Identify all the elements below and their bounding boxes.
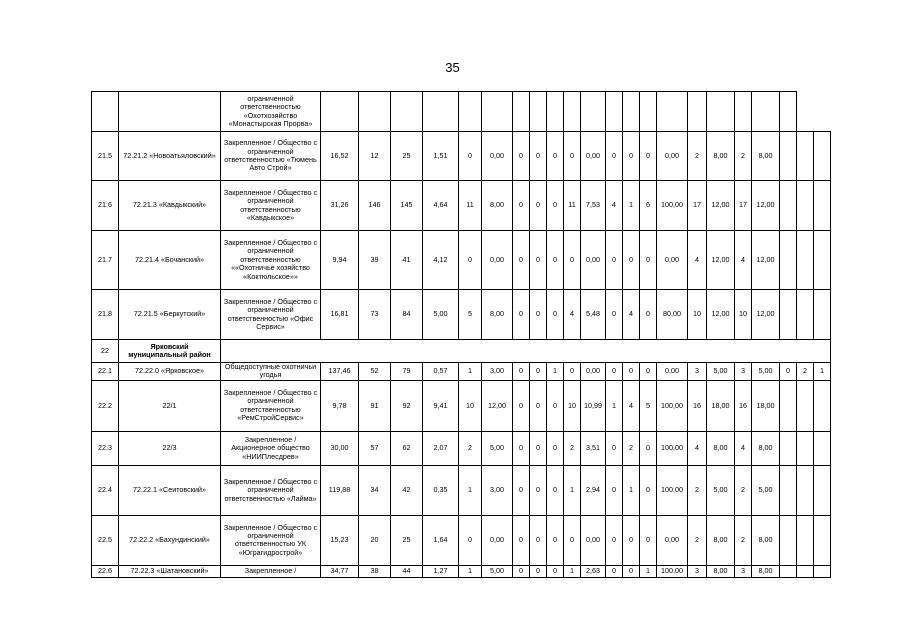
table-cell: 79	[391, 363, 423, 381]
table-cell: 12,00	[707, 231, 735, 290]
table-row	[92, 465, 831, 515]
table-cell: 3	[688, 565, 707, 577]
ground-name-cell: 72.21.2 «Новоатьяловский»	[119, 132, 221, 181]
table-cell: 0,00	[657, 132, 688, 181]
table-cell: 2	[459, 431, 482, 465]
table-cell: 0	[513, 465, 530, 515]
table-cell: 10	[459, 380, 482, 431]
table-cell: 2	[735, 465, 752, 515]
table-cell: 16	[688, 380, 707, 431]
table-cell: 5,00	[482, 431, 513, 465]
table-cell: 0	[530, 231, 547, 290]
table-cell	[623, 92, 640, 132]
category-owner-cell: Закрепленное / Общество с ограниченной ответственностью «РемСтройСервис»	[221, 380, 321, 431]
table-cell	[581, 92, 606, 132]
table-cell: 0,00	[482, 231, 513, 290]
ground-name-cell: 72.21.3 «Кавдыкский»	[119, 181, 221, 231]
table-cell: 3	[735, 363, 752, 381]
ground-name-cell: 72.22.2 «Бахундинский»	[119, 515, 221, 565]
table-row	[92, 231, 831, 290]
table-cell: 12,00	[707, 290, 735, 340]
row-number-cell: 22.1	[92, 363, 119, 381]
table-cell: 137,46	[321, 363, 359, 381]
table-cell	[640, 92, 657, 132]
table-cell: 0,00	[657, 363, 688, 381]
table-cell: 91	[359, 380, 391, 431]
table-cell: 146	[359, 181, 391, 231]
table-cell: 10,99	[581, 380, 606, 431]
row-number-cell: 21.6	[92, 181, 119, 231]
table-row	[92, 132, 831, 181]
table-body	[92, 92, 831, 578]
table-cell: 16	[735, 380, 752, 431]
table-cell	[814, 380, 831, 431]
ground-name-cell: 72.22.0 «Ярковское»	[119, 363, 221, 381]
category-owner-cell: Общедоступные охотничьи угодья	[221, 363, 321, 381]
table-cell: 0	[623, 515, 640, 565]
table-cell	[780, 431, 797, 465]
table-cell	[814, 431, 831, 465]
table-cell	[564, 92, 581, 132]
table-cell: 0	[606, 290, 623, 340]
table-cell: 25	[391, 515, 423, 565]
table-cell: 2	[735, 132, 752, 181]
table-cell: 4	[735, 231, 752, 290]
table-cell: 2	[564, 431, 581, 465]
table-cell: 8,00	[752, 431, 780, 465]
table-cell	[547, 92, 564, 132]
table-cell: 0	[606, 565, 623, 577]
table-cell: 8,00	[752, 565, 780, 577]
table-cell: 0	[513, 515, 530, 565]
table-cell: 0,00	[581, 132, 606, 181]
table-cell: 0	[606, 132, 623, 181]
table-cell: 9,41	[423, 380, 459, 431]
table-cell: 0	[640, 290, 657, 340]
row-number-cell	[92, 92, 119, 132]
table-cell: 8,00	[707, 565, 735, 577]
table-cell: 4	[564, 290, 581, 340]
table-cell	[797, 431, 814, 465]
table-cell: 2	[797, 363, 814, 381]
table-cell: 16,81	[321, 290, 359, 340]
table-cell: 41	[391, 231, 423, 290]
table-cell	[657, 92, 688, 132]
table-cell: 2,63	[581, 565, 606, 577]
table-cell: 0	[640, 363, 657, 381]
table-cell: 0	[513, 363, 530, 381]
table-cell: 0	[530, 290, 547, 340]
row-number-cell: 22.2	[92, 380, 119, 431]
table-cell: 9,78	[321, 380, 359, 431]
table-cell: 0	[530, 380, 547, 431]
row-number-cell: 22.5	[92, 515, 119, 565]
table-cell: 12,00	[752, 181, 780, 231]
hunting-grounds-table	[91, 91, 831, 578]
table-cell	[814, 132, 831, 181]
ground-name-cell: 72.22.3 «Шатановский»	[119, 565, 221, 577]
table-cell: 1,64	[423, 515, 459, 565]
table-cell: 0	[547, 181, 564, 231]
table-cell: 11	[564, 181, 581, 231]
table-cell: 8,00	[707, 515, 735, 565]
table-cell: 0	[459, 231, 482, 290]
row-number-cell: 21.5	[92, 132, 119, 181]
table-cell	[780, 92, 797, 132]
category-owner-cell: ограниченной ответственностью «Охотхозяйство «Монастырская Прорва»	[221, 92, 321, 132]
category-owner-cell: Закрепленное / Акционерное общество «НИИПлесдрев»	[221, 431, 321, 465]
table-cell: 4,64	[423, 181, 459, 231]
table-cell: 0	[513, 231, 530, 290]
table-cell: 3	[735, 565, 752, 577]
table-cell	[780, 181, 797, 231]
table-cell: 0	[530, 181, 547, 231]
table-cell	[513, 92, 530, 132]
table-cell: 5,00	[752, 363, 780, 381]
table-cell: 25	[391, 132, 423, 181]
table-cell: 1,51	[423, 132, 459, 181]
table-cell: 0	[564, 132, 581, 181]
table-cell: 4	[606, 181, 623, 231]
table-cell: 0	[564, 515, 581, 565]
table-cell: 17	[735, 181, 752, 231]
table-cell: 0	[606, 231, 623, 290]
table-cell: 0	[530, 465, 547, 515]
table-cell	[797, 380, 814, 431]
table-cell: 8,00	[707, 132, 735, 181]
table-cell: 0	[513, 132, 530, 181]
table-cell: 2,94	[581, 465, 606, 515]
table-cell: 42	[391, 465, 423, 515]
table-row	[92, 181, 831, 231]
table-cell: 92	[391, 380, 423, 431]
table-cell: 0,00	[657, 231, 688, 290]
category-owner-cell: Закрепленное / Общество с ограниченной ответственностью УК «Юграгидрострой»	[221, 515, 321, 565]
table-row	[92, 565, 831, 577]
table-cell	[688, 92, 707, 132]
table-cell: 4	[735, 431, 752, 465]
table-cell: 0	[513, 565, 530, 577]
table-cell	[780, 380, 797, 431]
table-cell	[530, 92, 547, 132]
table-cell: 3,51	[581, 431, 606, 465]
table-cell: 8,00	[752, 515, 780, 565]
ground-name-cell: 72.21.4 «Бочанский»	[119, 231, 221, 290]
table-cell: 10	[564, 380, 581, 431]
table-cell: 4	[623, 380, 640, 431]
section-row	[92, 340, 831, 363]
table-cell: 0	[547, 565, 564, 577]
table-cell	[606, 92, 623, 132]
table-cell: 0	[606, 465, 623, 515]
ground-name-cell: 22/3	[119, 431, 221, 465]
table-cell: 12	[359, 132, 391, 181]
table-cell: 0	[547, 431, 564, 465]
table-cell: 1	[547, 363, 564, 381]
table-cell: 0	[547, 231, 564, 290]
table-cell	[797, 290, 814, 340]
table-cell	[780, 231, 797, 290]
table-cell: 8,00	[482, 181, 513, 231]
table-cell: 3	[688, 363, 707, 381]
table-cell: 1	[606, 380, 623, 431]
table-cell	[780, 132, 797, 181]
category-owner-cell: Закрепленное / Общество с ограниченной ответственностью «Кавдыкское»	[221, 181, 321, 231]
table-row	[92, 515, 831, 565]
table-cell: 0,00	[581, 515, 606, 565]
row-number-cell: 22.6	[92, 565, 119, 577]
table-cell: 119,88	[321, 465, 359, 515]
table-cell: 73	[359, 290, 391, 340]
category-owner-cell: Закрепленное / Общество с ограниченной ответственностью «Тюмень Авто Строй»	[221, 132, 321, 181]
table-cell: 4	[688, 231, 707, 290]
ground-name-cell: 72.22.1 «Сеитовский»	[119, 465, 221, 515]
table-cell: 52	[359, 363, 391, 381]
table-cell: 5	[459, 290, 482, 340]
table-cell: 1,27	[423, 565, 459, 577]
table-cell	[797, 565, 814, 577]
table-cell: 8,00	[752, 132, 780, 181]
table-cell: 100,00	[657, 181, 688, 231]
table-cell: 8,00	[482, 290, 513, 340]
table-cell: 39	[359, 231, 391, 290]
table-cell: 2	[688, 132, 707, 181]
table-cell: 100,00	[657, 431, 688, 465]
table-cell: 3,00	[482, 363, 513, 381]
table-cell: 5,00	[752, 465, 780, 515]
table-cell: 0	[547, 465, 564, 515]
section-number-cell: 22	[92, 340, 119, 363]
table-cell: 0	[606, 431, 623, 465]
table-cell: 0	[530, 431, 547, 465]
table-cell: 34	[359, 465, 391, 515]
table-cell: 10	[688, 290, 707, 340]
table-cell: 5,48	[581, 290, 606, 340]
table-cell: 0	[547, 515, 564, 565]
table-cell: 0	[606, 515, 623, 565]
table-cell	[391, 92, 423, 132]
table-cell: 0,00	[581, 363, 606, 381]
table-cell: 0	[459, 132, 482, 181]
table-cell: 0	[640, 465, 657, 515]
table-cell: 0	[623, 132, 640, 181]
table-cell: 62	[391, 431, 423, 465]
table-cell: 8,00	[707, 431, 735, 465]
table-cell	[707, 92, 735, 132]
category-owner-cell: Закрепленное /	[221, 565, 321, 577]
table-cell: 20	[359, 515, 391, 565]
table-cell: 0	[530, 132, 547, 181]
table-cell	[780, 515, 797, 565]
table-cell: 145	[391, 181, 423, 231]
table-cell: 0	[530, 363, 547, 381]
table-cell: 0,00	[581, 231, 606, 290]
table-cell: 0	[640, 515, 657, 565]
ground-name-cell: 22/1	[119, 380, 221, 431]
table-cell: 2	[623, 431, 640, 465]
row-number-cell: 22.4	[92, 465, 119, 515]
table-cell: 84	[391, 290, 423, 340]
table-cell: 34,77	[321, 565, 359, 577]
table-row	[92, 380, 831, 431]
table-cell: 0,57	[423, 363, 459, 381]
table-cell: 5,00	[707, 465, 735, 515]
table-cell: 1	[564, 565, 581, 577]
table-cell: 10	[735, 290, 752, 340]
table-cell: 0	[606, 363, 623, 381]
table-cell: 16,52	[321, 132, 359, 181]
table-cell: 5	[640, 380, 657, 431]
section-name-cell: Ярковский муниципальный район	[119, 340, 221, 363]
table-row	[92, 290, 831, 340]
table-cell: 44	[391, 565, 423, 577]
table-cell	[814, 565, 831, 577]
table-cell	[814, 181, 831, 231]
table-cell: 5,00	[707, 363, 735, 381]
table-cell: 15,23	[321, 515, 359, 565]
category-owner-cell: Закрепленное / Общество с ограниченной ответственностью «Лайма»	[221, 465, 321, 515]
table-cell: 0	[513, 431, 530, 465]
table-cell: 12,00	[707, 181, 735, 231]
table-cell: 0	[564, 363, 581, 381]
table-cell	[321, 92, 359, 132]
table-cell: 11	[459, 181, 482, 231]
ground-name-cell	[119, 92, 221, 132]
table-cell: 5,00	[482, 565, 513, 577]
table-cell	[797, 515, 814, 565]
row-number-cell: 21.8	[92, 290, 119, 340]
table-cell: 80,00	[657, 290, 688, 340]
table-cell	[797, 181, 814, 231]
table-cell: 0	[564, 231, 581, 290]
empty-cell	[221, 340, 831, 363]
table-cell: 0	[513, 181, 530, 231]
table-cell: 57	[359, 431, 391, 465]
table-cell	[797, 465, 814, 515]
table-cell: 17	[688, 181, 707, 231]
table-row	[92, 92, 831, 132]
table-cell: 0	[640, 132, 657, 181]
table-cell: 0,00	[657, 515, 688, 565]
table-cell: 0	[459, 515, 482, 565]
table-cell: 1	[640, 565, 657, 577]
table-cell: 12,00	[752, 231, 780, 290]
table-row	[92, 363, 831, 381]
table-cell: 31,26	[321, 181, 359, 231]
table-cell: 100,00	[657, 465, 688, 515]
table-cell: 1	[623, 465, 640, 515]
table-cell	[780, 565, 797, 577]
table-cell	[459, 92, 482, 132]
table-cell	[814, 515, 831, 565]
table-cell	[814, 290, 831, 340]
table-cell: 3,00	[482, 465, 513, 515]
table-cell: 100,00	[657, 380, 688, 431]
table-cell: 4,12	[423, 231, 459, 290]
table-cell: 0	[640, 431, 657, 465]
table-cell: 0	[623, 363, 640, 381]
table-cell: 0	[547, 132, 564, 181]
table-cell	[780, 465, 797, 515]
page-number: 35	[445, 60, 460, 75]
table-cell: 1	[459, 465, 482, 515]
table-cell: 18,00	[752, 380, 780, 431]
table-cell: 0	[623, 565, 640, 577]
table-cell: 0	[513, 380, 530, 431]
table-cell: 4	[623, 290, 640, 340]
table-cell: 1	[459, 363, 482, 381]
table-cell: 0	[513, 290, 530, 340]
ground-name-cell: 72.21.5 «Беркутский»	[119, 290, 221, 340]
table-cell: 0	[530, 515, 547, 565]
table-cell: 2	[688, 465, 707, 515]
row-number-cell: 21.7	[92, 231, 119, 290]
table-cell: 0,35	[423, 465, 459, 515]
table-cell	[797, 132, 814, 181]
table-cell: 0,00	[482, 515, 513, 565]
table-cell: 100,00	[657, 565, 688, 577]
table-cell	[482, 92, 513, 132]
table-cell	[814, 231, 831, 290]
table-cell: 2	[688, 515, 707, 565]
table-cell: 9,94	[321, 231, 359, 290]
table-cell	[814, 465, 831, 515]
table-cell: 0	[640, 231, 657, 290]
table-cell	[780, 290, 797, 340]
table-cell: 0	[530, 565, 547, 577]
table-cell	[359, 92, 391, 132]
table-cell: 1	[623, 181, 640, 231]
row-number-cell: 22.3	[92, 431, 119, 465]
category-owner-cell: Закрепленное / Общество с ограниченной ответственностью «Офис Сервис»	[221, 290, 321, 340]
table-row	[92, 431, 831, 465]
table-cell: 12,00	[482, 380, 513, 431]
table-cell	[735, 92, 752, 132]
table-cell: 0	[780, 363, 797, 381]
table-cell: 4	[688, 431, 707, 465]
table-cell: 1	[564, 465, 581, 515]
table-cell: 7,53	[581, 181, 606, 231]
table-cell: 30,00	[321, 431, 359, 465]
table-cell: 2,07	[423, 431, 459, 465]
table-cell	[423, 92, 459, 132]
table-cell: 5,00	[423, 290, 459, 340]
table-cell: 6	[640, 181, 657, 231]
table-cell: 1	[814, 363, 831, 381]
table-cell	[752, 92, 780, 132]
table-cell: 0	[623, 231, 640, 290]
table-cell: 0	[547, 380, 564, 431]
table-cell: 38	[359, 565, 391, 577]
table-cell: 0	[547, 290, 564, 340]
table-cell: 12,00	[752, 290, 780, 340]
table-cell: 1	[459, 565, 482, 577]
category-owner-cell: Закрепленное / Общество с ограниченной ответственностью ««Охотничье хозяйство «Коктюльское»»	[221, 231, 321, 290]
table-cell	[797, 231, 814, 290]
table-cell: 2	[735, 515, 752, 565]
table-cell: 0,00	[482, 132, 513, 181]
table-cell: 18,00	[707, 380, 735, 431]
